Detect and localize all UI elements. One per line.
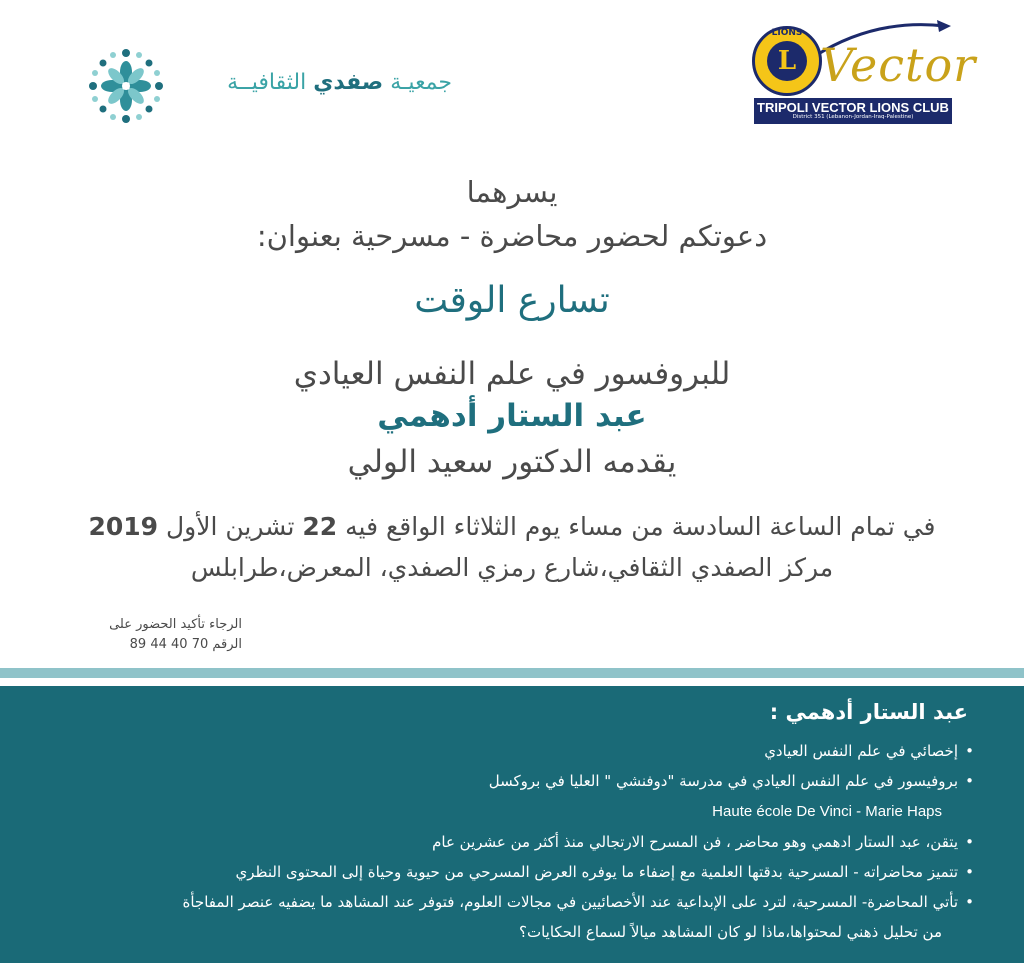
lions-emblem-icon [752,26,822,96]
event-time-part2: تشرين الأول [166,512,295,541]
invitation-line-2: دعوتكم لحضور محاضرة - مسرحية بعنوان: [256,219,768,253]
club-name: TRIPOLI VECTOR LIONS CLUB [757,100,949,115]
rsvp-note [82,615,242,655]
foundation-name-prefix: جمعيـة [390,70,452,95]
speaker-role: للبروفسور في علم النفس العيادي [293,356,731,392]
event-day-number: 22 [302,512,338,541]
foundation-name-strong: صفدي [313,70,384,95]
bio-list [100,736,974,947]
bio-item: • يتقن، عبد الستار ادهمي وهو محاضر ، فن المسرح الارتجالي منذ أكثر من عشرين عام [100,827,974,857]
vector-wordmark: Vector [820,38,977,92]
bio-item: • بروفيسور في علم النفس العيادي في مدرسة "دوفنشي " العليا في بروكسل [100,766,974,796]
lions-emblem-letter: L [767,41,807,81]
rsvp-line-2 [82,635,242,655]
divider-stripe [0,668,1024,678]
lions-club-logo [750,18,977,130]
rsvp-number-label: الرقم [212,637,242,652]
speaker-bio-panel [0,686,1024,963]
bio-item: • إخصائي في علم النفس العيادي [100,736,974,766]
speaker-name: عبد الستار أدهمي [377,398,647,434]
presenter-line: يقدمه الدكتور سعيد الولي [347,444,677,480]
event-year: 2019 [88,512,159,541]
club-district: District 351 (Lebanon-Jordan-Iraq-Palestine) [792,114,914,120]
bio-title: عبد الستار أدهمي : [769,700,968,724]
lions-emblem-label: LIONS [771,28,803,38]
lecture-title: تسارع الوقت [414,280,610,321]
rsvp-phone-number: 70 40 44 89 [129,637,209,652]
school-name: Haute école De Vinci - Marie Haps [712,803,942,820]
invitation-line-1: يسرهما [466,175,558,209]
bio-item: • تتميز محاضراته - المسرحية بدقتها العلمية مع إضفاء ما يوفره العرض المسرحي من حيوية وحياة إلى المحتوى النظري [100,857,974,887]
safadi-foundation-logo [82,42,452,132]
divider-gap [0,678,1024,686]
event-time-part1: في تمام الساعة السادسة من مساء يوم الثلاثاء الواقع فيه [345,512,936,541]
bio-item-continuation: من تحليل ذهني لمحتواها،ماذا لو كان المشاهد ميالاً لسماع الحكايات؟ [519,923,942,941]
event-location: مركز الصفدي الثقافي،شارع رمزي الصفدي، المعرض،طرابلس [190,553,834,582]
rsvp-line-1: الرجاء تأكيد الحضور على [109,617,242,632]
club-name-bar [754,98,952,124]
bio-item: • تأتي المحاضرة- المسرحية، لترد على الإبداعية عند الأخصائيين في مجالات العلوم، فتوفر عند المشاهد ما يضفيه عنصر المفاجأة [100,887,974,917]
foundation-name [182,70,452,95]
foundation-name-suffix: الثقافيــة [227,70,307,95]
bio-item-school [100,796,974,827]
flower-logo-icon [82,42,170,130]
event-time [0,512,1024,541]
